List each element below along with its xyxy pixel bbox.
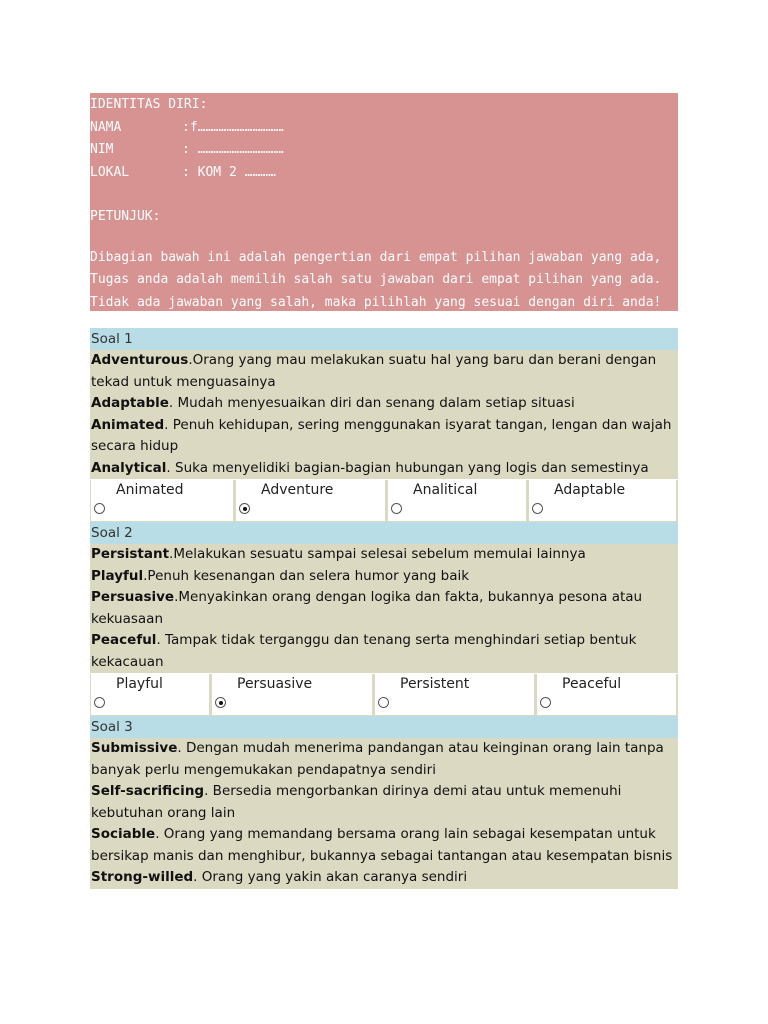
term-desc: . Orang yang memandang bersama orang lain sebagai kesempatan untuk bersikap manis dan menghibur, bukannya sebagai tantangan atau kesempatan bisnis	[91, 826, 673, 864]
term: Analytical	[91, 459, 167, 476]
term-desc: . Mudah menyesuaikan diri dan senang dalam setiap situasi	[168, 395, 575, 411]
question-title: Soal 3	[90, 716, 678, 738]
nama-value: :f……………………………	[182, 119, 284, 135]
petunjuk-heading: PETUNJUK:	[90, 209, 161, 224]
radio-button[interactable]	[94, 503, 105, 514]
option-label: Animated	[116, 482, 184, 498]
option-adventure[interactable]	[235, 480, 386, 521]
term-desc: .Menyakinkan orang dengan logika dan fakta, bukannya pesona atau kekuasaan	[91, 589, 643, 627]
question-body	[90, 544, 678, 673]
term-desc: . Bersedia mengorbankan dirinya demi atau untuk memenuhi kebutuhan orang lain	[91, 783, 622, 821]
lokal-label: LOKAL	[90, 164, 130, 180]
option-persistent[interactable]	[374, 674, 535, 715]
option-label: Persuasive	[237, 676, 313, 692]
question-block-2	[90, 522, 678, 716]
option-adaptable[interactable]	[528, 480, 677, 521]
term: Adaptable	[91, 395, 169, 411]
term: Adventurous	[91, 352, 189, 368]
term: Animated	[91, 416, 165, 433]
option-label: Adventure	[261, 482, 334, 498]
definition-item	[91, 781, 676, 824]
definition-item	[91, 824, 676, 867]
term-desc: . Dengan mudah menerima pandangan atau keinginan orang lain tanpa banyak perlu mengemukakan pendapatnya sendiri	[91, 740, 664, 778]
option-label: Persistent	[400, 676, 470, 692]
definition-item	[91, 587, 676, 630]
radio-button[interactable]	[540, 697, 551, 708]
term: Playful	[91, 567, 144, 584]
definition-item	[91, 544, 676, 566]
radio-button[interactable]	[239, 503, 250, 514]
option-animated[interactable]	[90, 480, 234, 521]
nama-row	[90, 117, 678, 140]
identity-heading: IDENTITAS DIRI:	[90, 97, 208, 112]
question-title: Soal 1	[90, 328, 678, 350]
option-peaceful[interactable]	[536, 674, 677, 715]
option-analitical[interactable]	[387, 480, 527, 521]
option-label: Adaptable	[554, 482, 626, 498]
term: Persistant	[91, 546, 170, 562]
radio-button[interactable]	[215, 697, 226, 708]
term-desc: . Tampak tidak terganggu dan tenang serta menghindari setiap bentuk kekacauan	[91, 632, 637, 670]
term-desc: . Suka menyelidiki bagian-bagian hubungan yang logis dan semestinya	[166, 459, 649, 476]
term: Sociable	[91, 826, 156, 842]
question-body	[90, 738, 678, 889]
answer-options	[90, 479, 678, 522]
lokal-value: : KOM 2 …………	[182, 164, 276, 180]
term-desc: .Penuh kesenangan dan selera humor yang baik	[143, 567, 470, 584]
petunjuk-line: Tidak ada jawaban yang salah, maka pilihlah yang sesuai dengan diri anda!	[90, 294, 662, 310]
term-desc: . Penuh kehidupan, sering menggunakan isyarat tangan, lengan dan wajah secara hidup	[91, 416, 672, 454]
option-playful[interactable]	[90, 674, 210, 715]
option-label: Peaceful	[562, 676, 622, 692]
question-title: Soal 2	[90, 522, 678, 544]
term-desc: .Orang yang mau melakukan suatu hal yang baru dan berani dengan tekad untuk menguasainya	[91, 352, 657, 390]
term: Self-sacrificing	[91, 783, 205, 799]
definition-item	[91, 867, 676, 889]
nim-row	[90, 139, 678, 162]
definition-item	[91, 350, 676, 393]
definition-item	[91, 566, 676, 588]
lokal-row	[90, 162, 678, 185]
nim-value: : ……………………………	[182, 142, 284, 157]
petunjuk-line: Dibagian bawah ini adalah pengertian dari empat pilihan jawaban yang ada,	[90, 249, 662, 265]
radio-button[interactable]	[532, 503, 543, 514]
definition-item	[91, 738, 676, 781]
petunjuk-line: Tugas anda adalah memilih salah satu jawaban dari empat pilihan yang ada.	[90, 272, 662, 287]
radio-button[interactable]	[391, 503, 402, 514]
definition-item	[91, 458, 676, 480]
term: Submissive	[91, 740, 178, 756]
question-block-1	[90, 328, 678, 522]
identity-panel	[90, 93, 678, 311]
definition-item	[91, 630, 676, 673]
answer-options	[90, 673, 678, 716]
term: Peaceful	[91, 632, 157, 648]
term-desc: .Melakukan sesuatu sampai selesai sebelum memulai lainnya	[169, 546, 586, 562]
option-persuasive[interactable]	[211, 674, 373, 715]
questionnaire-page	[90, 93, 678, 889]
question-body	[90, 350, 678, 479]
option-label: Analitical	[413, 482, 478, 498]
term: Persuasive	[91, 589, 175, 605]
definition-item	[91, 415, 676, 458]
definition-item	[91, 393, 676, 415]
term: Strong-willed	[91, 869, 194, 885]
question-block-3	[90, 716, 678, 889]
nim-label: NIM	[90, 142, 114, 157]
radio-button[interactable]	[378, 697, 389, 708]
radio-button[interactable]	[94, 697, 105, 708]
nama-label: NAMA	[90, 119, 122, 135]
option-label: Playful	[116, 676, 163, 692]
term-desc: . Orang yang yakin akan caranya sendiri	[193, 869, 468, 885]
